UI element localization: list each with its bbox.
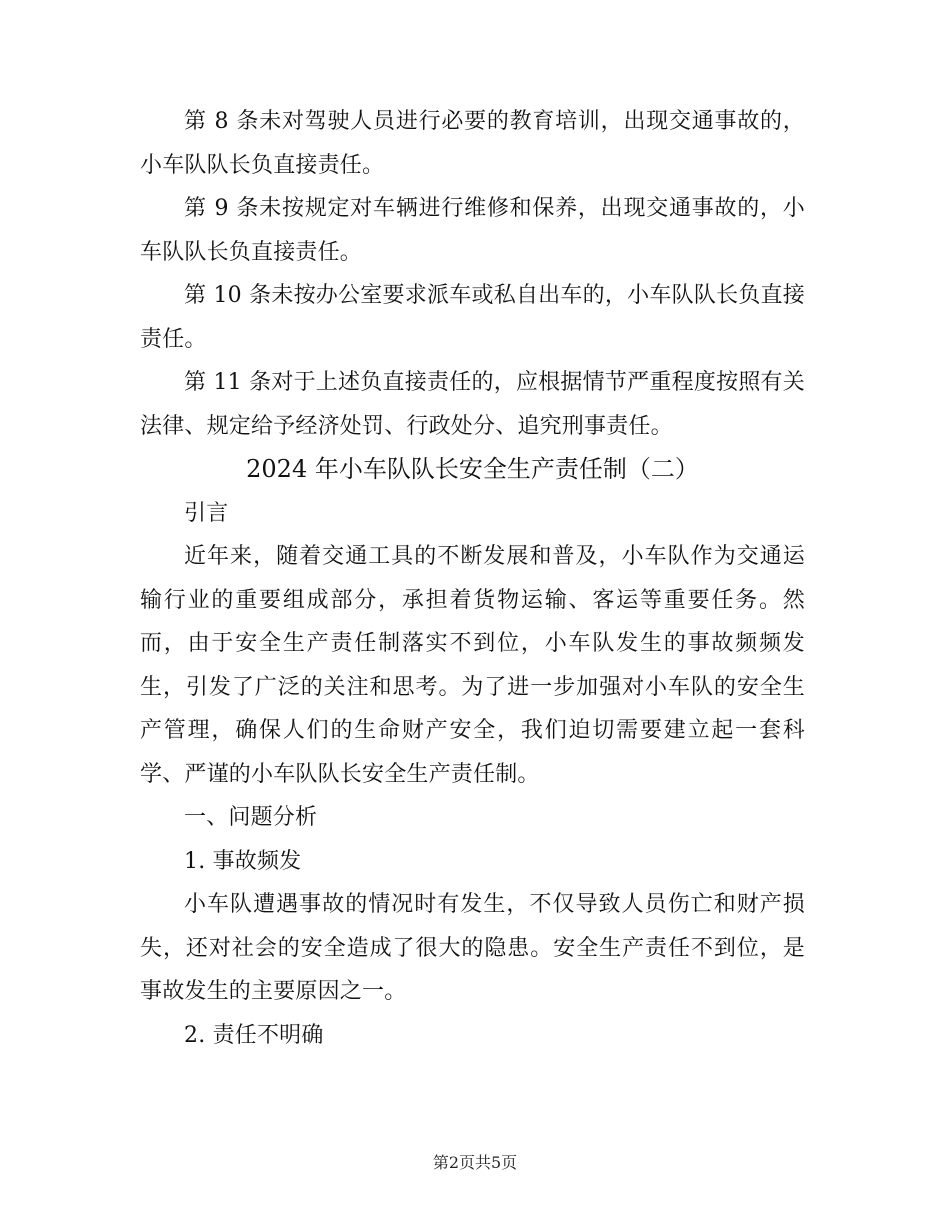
document-body — [140, 100, 805, 1057]
item-2-heading: 2. 责任不明确 — [184, 1022, 324, 1048]
article-9-paragraph: 第 9 条未按规定对车辆进行维修和保养，出现交通事故的，小车队队长负直接责任。 — [140, 196, 805, 265]
document-title: 2024 年小车队队长安全生产责任制（二） — [246, 455, 699, 483]
article-11-paragraph: 第 11 条对于上述负直接责任的，应根据情节严重程度按照有关法律、规定给予经济处罚、行政处分、追究刑事责任。 — [140, 370, 805, 439]
article-8-paragraph: 第 8 条未对驾驶人员进行必要的教育培训，出现交通事故的，小车队队长负直接责任。 — [140, 109, 805, 178]
section-1-heading: 一、问题分析 — [184, 805, 318, 830]
page-number-footer: 第2页共5页 — [432, 1153, 518, 1172]
intro-heading: 引言 — [184, 500, 229, 526]
item-1-paragraph: 小车队遭遇事故的情况时有发生，不仅导致人员伤亡和财产损失，还对社会的安全造成了很大的隐患。安全生产责任不到位，是事故发生的主要原因之一。 — [140, 892, 805, 1004]
item-1-heading: 1. 事故频发 — [184, 848, 302, 874]
intro-paragraph: 近年来，随着交通工具的不断发展和普及，小车队作为交通运输行业的重要组成部分，承担着货物运输、客运等重要任务。然而，由于安全生产责任制落实不到位，小车队发生的事故频频发生，引发了广泛的关注和思考。为了进一步加强对小车队的安全生产管理，确保人们的生命财产安全，我们迫切需要建立起一套科学、严谨的小车队队长安全生产责任制。 — [140, 544, 805, 787]
article-10-paragraph: 第 10 条未按办公室要求派车或私自出车的，小车队队长负直接责任。 — [140, 283, 805, 352]
